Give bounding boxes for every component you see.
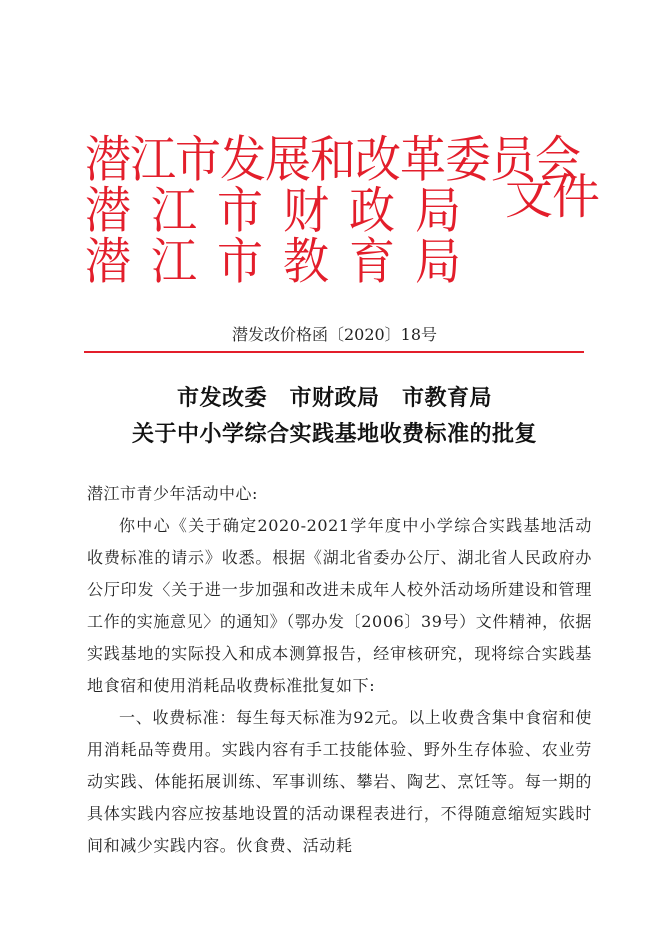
document-title-line-1: 市发改委 市财政局 市教育局 — [176, 385, 492, 411]
masthead-suffix: 文件 — [505, 169, 600, 225]
document-number: 潜发改价格函〔2020〕18号 — [231, 325, 438, 344]
red-divider-line — [84, 351, 584, 353]
masthead-issuer-3: 潜江市教育局 — [85, 231, 481, 291]
red-masthead — [0, 0, 669, 300]
masthead-issuer-2: 潜江市财政局 — [85, 180, 481, 240]
body-paragraph-2: 一、收费标准：每生每天标准为92元。以上收费含集中食宿和使用消耗品等费用。实践内容有手工技能体验、野外生存体验、农业劳动实践、体能拓展训练、军事训练、攀岩、陶艺、烹饪等。每一期的具体实践内容应按基地设置的活动课程表进行，不得随意缩短实践时间和减少实践内容。伙食费、活动耗 — [87, 708, 592, 855]
document-body — [87, 478, 592, 862]
body-paragraph-1: 你中心《关于确定2020-2021学年度中小学综合实践基地活动收费标准的请示》收悉。根据《湖北省委办公厅、湖北省人民政府办公厅印发〈关于进一步加强和改进未成年人校外活动场所建设和管理工作的实施意见〉的通知》（鄂办发〔2006〕39号）文件精神，依据实践基地的实际投入和成本测算报告，经审核研究，现将综合实践基地食宿和使用消耗品收费标准批复如下: — [87, 516, 592, 695]
document-title-line-2: 关于中小学综合实践基地收费标准的批复 — [131, 421, 537, 447]
masthead-issuer-1: 潜江市发展和改革委员会 — [85, 129, 580, 189]
salutation: 潜江市青少年活动中心: — [87, 484, 258, 503]
